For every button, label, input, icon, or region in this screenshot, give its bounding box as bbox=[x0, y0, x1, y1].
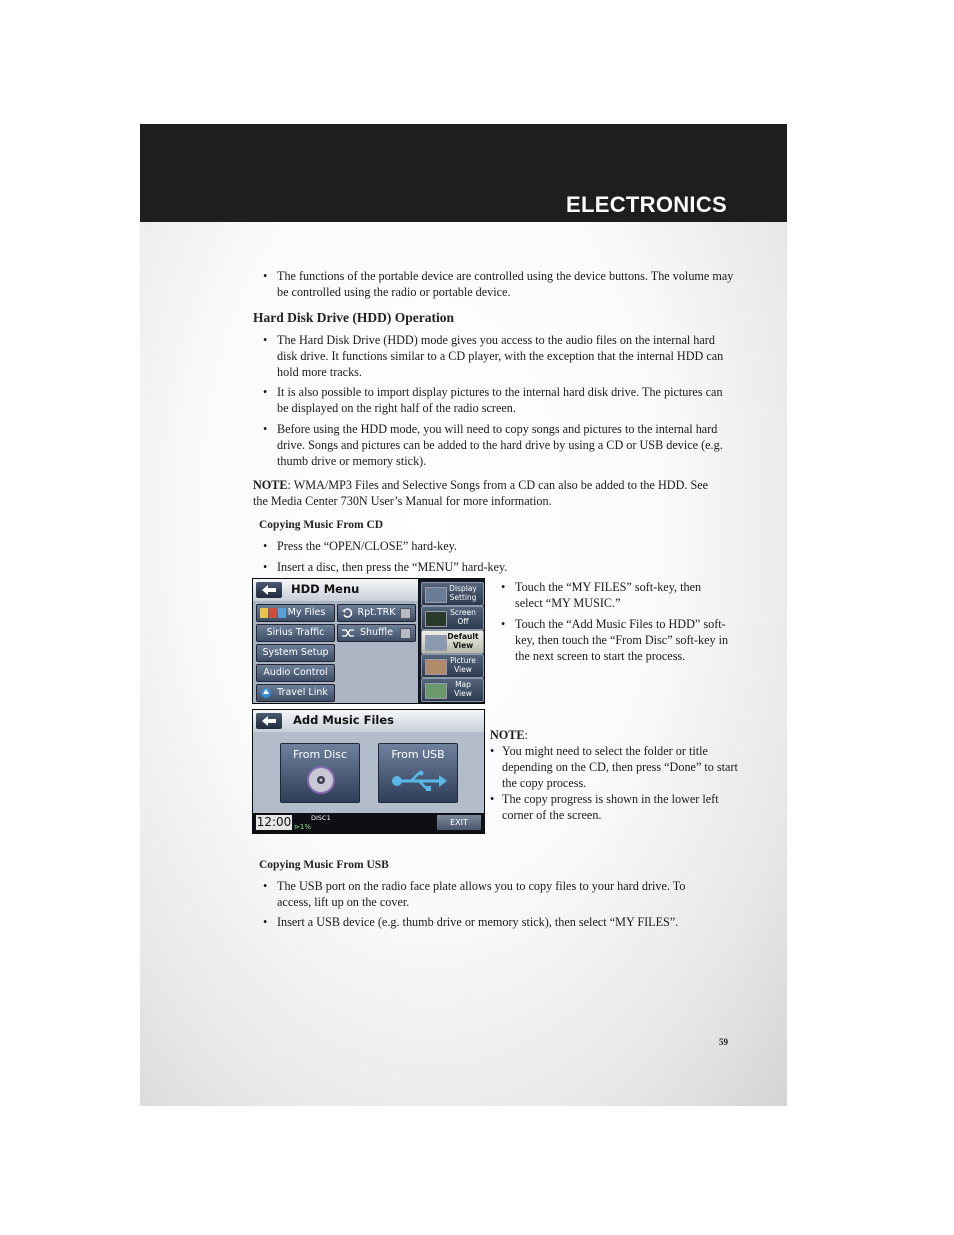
from-disc-button[interactable] bbox=[280, 743, 360, 803]
shuffle-label: Shuffle bbox=[359, 627, 394, 638]
copy-cd-bullet-1: • Press the “OPEN/CLOSE” hard-key. bbox=[263, 538, 737, 554]
screen-off-icon bbox=[425, 611, 447, 627]
copy-cd-note-bullet-1: • You might need to select the folder or title depending on the CD, then press “Done” to start the copy process. bbox=[490, 743, 740, 791]
hdd-bullet-2: • It is also possible to import display pictures to the internal hard disk drive. The pictures can be displayed on the right half of the radio screen. bbox=[263, 384, 737, 416]
repeat-track-label: Rpt.TRK bbox=[357, 607, 396, 618]
repeat-checkbox[interactable] bbox=[400, 608, 411, 619]
disc-label: DISC1 bbox=[311, 814, 331, 822]
hdd-bullet-3: • Before using the HDD mode, you will need to copy songs and pictures to the internal hard drive. Songs and pictures can be added to the hard drive by using a CD or USB device (e.g. thumb drive or memory stick). bbox=[263, 421, 737, 469]
screen-off-button[interactable] bbox=[421, 606, 484, 630]
intro-bullet: • The functions of the portable device are controlled using the device buttons. The volume may be controlled using the radio or portable device. bbox=[263, 268, 747, 300]
shuffle-checkbox[interactable] bbox=[400, 628, 411, 639]
sirius-traffic-button[interactable] bbox=[256, 624, 335, 642]
picture-view-button[interactable] bbox=[421, 654, 484, 678]
picture-view-line1: Picture bbox=[450, 656, 476, 665]
map-view-line2: View bbox=[454, 689, 472, 698]
exit-button[interactable]: EXIT bbox=[437, 815, 481, 830]
copy-usb-bullet-2: • Insert a USB device (e.g. thumb drive or memory stick), then select “MY FILES”. bbox=[263, 914, 737, 930]
travel-link-label: Travel Link bbox=[277, 687, 328, 698]
screen-off-line2: Off bbox=[457, 617, 469, 626]
map-view-line1: Map bbox=[455, 680, 471, 689]
copy-usb-heading: Copying Music From USB bbox=[259, 859, 389, 871]
default-view-button[interactable] bbox=[421, 630, 484, 654]
progress-value: 1% bbox=[299, 823, 311, 831]
status-bar bbox=[253, 813, 483, 833]
default-view-line2: View bbox=[452, 641, 474, 650]
copy-progress bbox=[294, 823, 311, 831]
my-files-label: My Files bbox=[287, 607, 326, 618]
note-text: : WMA/MP3 Files and Selective Songs from a CD can also be added to the HDD. See the Media Center 730N User’s Manual for more information. bbox=[253, 478, 709, 508]
from-usb-label: From USB bbox=[391, 748, 445, 761]
picture-view-icon bbox=[425, 659, 447, 675]
usb-icon bbox=[391, 770, 447, 792]
display-setting-line1: Display bbox=[449, 584, 477, 593]
sirius-traffic-label: Sirius Traffic bbox=[266, 627, 325, 638]
hdd-menu-screen bbox=[252, 578, 485, 704]
hdd-menu-header bbox=[253, 579, 418, 601]
system-setup-label: System Setup bbox=[262, 647, 329, 658]
audio-control-button[interactable] bbox=[256, 664, 335, 682]
shuffle-button[interactable] bbox=[337, 624, 416, 642]
hdd-heading: Hard Disk Drive (HDD) Operation bbox=[253, 310, 454, 325]
disc-icon bbox=[307, 766, 335, 794]
from-disc-label: From Disc bbox=[292, 748, 348, 761]
page-number: 59 bbox=[719, 1037, 728, 1047]
add-music-header bbox=[253, 710, 484, 732]
section-banner bbox=[140, 124, 787, 222]
copy-cd-note-colon: : bbox=[524, 728, 528, 742]
display-setting-icon bbox=[425, 587, 447, 603]
copy-cd-side-bullet-1: • Touch the “MY FILES” soft-key, then select “MY MUSIC.” bbox=[501, 579, 730, 611]
copy-cd-note-heading bbox=[490, 727, 528, 743]
audio-control-label: Audio Control bbox=[263, 667, 328, 678]
note-label: NOTE bbox=[253, 478, 288, 492]
default-view-line1: Default bbox=[447, 632, 479, 641]
copy-cd-heading: Copying Music From CD bbox=[259, 519, 384, 531]
repeat-track-button[interactable] bbox=[337, 604, 416, 622]
system-setup-button[interactable] bbox=[256, 644, 335, 662]
back-button[interactable] bbox=[256, 582, 282, 598]
back-arrow-icon bbox=[261, 715, 277, 727]
section-title: ELECTRONICS bbox=[566, 192, 727, 217]
add-music-screen bbox=[252, 709, 485, 834]
map-view-icon bbox=[425, 683, 447, 699]
screen-off-line1: Screen bbox=[450, 608, 476, 617]
add-music-back-button[interactable] bbox=[256, 713, 282, 729]
copy-cd-note-label: NOTE bbox=[490, 728, 525, 742]
map-view-button[interactable] bbox=[421, 678, 484, 702]
hdd-menu-title: HDD Menu bbox=[291, 582, 360, 596]
hdd-bullet-1: • The Hard Disk Drive (HDD) mode gives you access to the audio files on the internal hard disk drive. It functions similar to a CD player, with the exception that the internal HDD can hold more tracks. bbox=[263, 332, 727, 380]
default-view-icon bbox=[425, 635, 447, 651]
copy-cd-note-bullet-2: • The copy progress is shown in the lower left corner of the screen. bbox=[490, 791, 740, 823]
travel-link-button[interactable] bbox=[256, 684, 335, 702]
back-arrow-icon bbox=[261, 584, 277, 596]
display-setting-line2: Setting bbox=[449, 593, 477, 602]
picture-view-line2: View bbox=[454, 665, 472, 674]
copy-cd-side-bullet-2: • Touch the “Add Music Files to HDD” soft-key, then touch the “From Disc” soft-key in the next screen to start the process. bbox=[501, 616, 730, 664]
progress-icon: ⊳ bbox=[294, 823, 300, 831]
clock: 12:00 bbox=[256, 815, 292, 829]
copy-cd-bullet-2: • Insert a disc, then press the “MENU” hard-key. bbox=[263, 559, 737, 575]
display-setting-button[interactable] bbox=[421, 582, 484, 606]
from-usb-button[interactable] bbox=[378, 743, 458, 803]
my-files-button[interactable] bbox=[256, 604, 335, 622]
hdd-note bbox=[253, 477, 723, 509]
add-music-title: Add Music Files bbox=[293, 713, 394, 727]
copy-usb-bullet-1: • The USB port on the radio face plate allows you to copy files to your hard drive. To access, lift up on the cover. bbox=[263, 878, 717, 910]
